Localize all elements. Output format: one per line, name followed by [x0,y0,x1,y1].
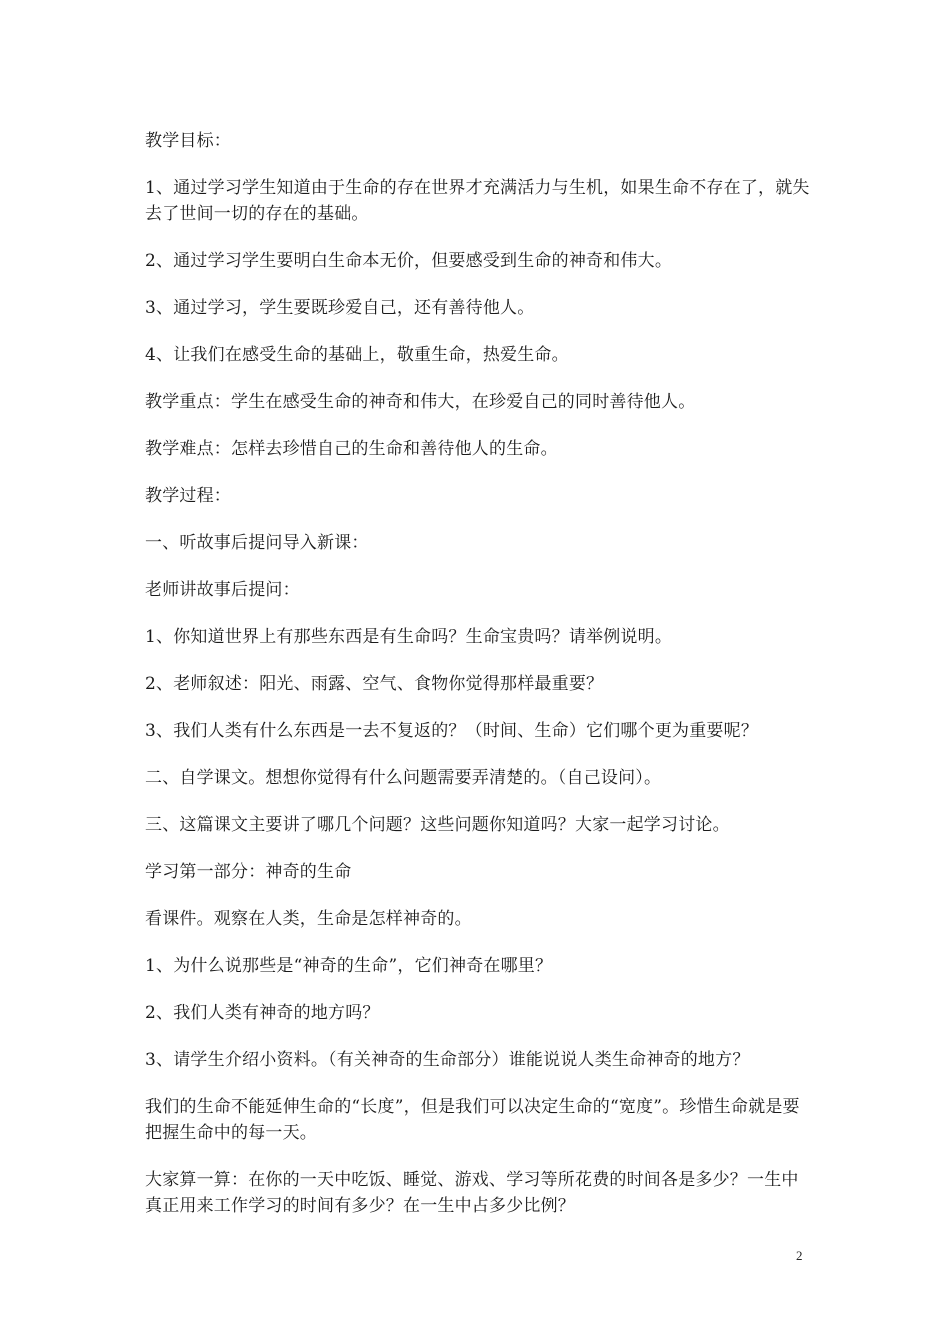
part-1-question-1: 1、为什么说那些是“神奇的生命”，它们神奇在哪里？ [145,956,553,976]
part-1-heading: 学习第一部分：神奇的生命 [145,862,352,882]
section-2-heading: 二、自学课文。想想你觉得有什么问题需要弄清楚的。（自己设问）。 [145,768,662,788]
question-1: 1、你知道世界上有那些东西是有生命吗？生命宝贵吗？请举例说明。 [145,627,673,647]
part-1-question-2: 2、我们人类有神奇的地方吗？ [145,1003,380,1023]
heading-teaching-process: 教学过程： [145,486,231,506]
section-1-heading: 一、听故事后提问导入新课： [145,533,369,553]
teaching-key-point: 教学重点：学生在感受生命的神奇和伟大，在珍爱自己的同时善待他人。 [145,392,696,412]
life-length-width-paragraph: 我们的生命不能延伸生命的“长度”，但是我们可以决定生命的“宽度”。珍惜生命就是要把握生命中的每一天。 [145,1097,800,1143]
goal-item-2: 2、通过学习学生要明白生命本无价，但要感受到生命的神奇和伟大。 [145,251,673,271]
teaching-difficulty: 教学难点：怎样去珍惜自己的生命和善待他人的生命。 [145,439,558,459]
goal-item-1: 1、通过学习学生知道由于生命的存在世界才充满活力与生机，如果生命不存在了，就失去了世间一切的存在的基础。 [145,178,810,224]
courseware-instruction: 看课件。观察在人类，生命是怎样神奇的。 [145,909,472,929]
question-3: 3、我们人类有什么东西是一去不复返的？（时间、生命）它们哪个更为重要呢？ [145,721,759,741]
calculation-paragraph: 大家算一算：在你的一天中吃饭、睡觉、游戏、学习等所花费的时间各是多少？一生中真正用来工作学习的时间有多少？在一生中占多少比例？ [145,1170,799,1216]
section-1-intro: 老师讲故事后提问： [145,580,300,600]
section-3-heading: 三、这篇课文主要讲了哪几个问题？这些问题你知道吗？大家一起学习讨论。 [145,815,730,835]
heading-teaching-goals: 教学目标： [145,131,231,151]
question-2: 2、老师叙述：阳光、雨露、空气、食物你觉得那样最重要？ [145,674,604,694]
goal-item-4: 4、让我们在感受生命的基础上，敬重生命，热爱生命。 [145,345,569,365]
goal-item-3: 3、通过学习，学生要既珍爱自己，还有善待他人。 [145,298,535,318]
document-body [145,128,810,1240]
page-number: 2 [796,1248,803,1263]
part-1-question-3: 3、请学生介绍小资料。（有关神奇的生命部分）谁能说说人类生命神奇的地方？ [145,1050,750,1070]
